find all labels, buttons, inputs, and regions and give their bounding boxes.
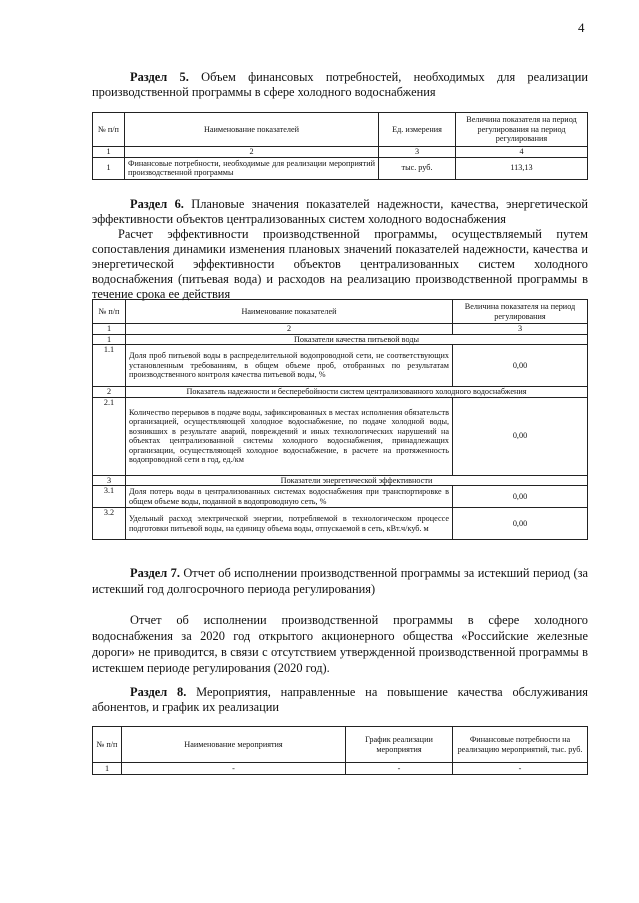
row-unit: тыс. руб. <box>379 157 456 179</box>
section6-table <box>92 299 588 540</box>
section7-title <box>92 565 588 597</box>
col-header-number: № п/п <box>93 113 125 147</box>
row-name: Доля проб питьевой воды в распределительной водопроводной сети, не соответствующих установленным требованиям, в общем объеме проб, отобранных по результатам производственного контроля качества питьевой воды, % <box>126 345 453 387</box>
section6-title <box>92 197 588 227</box>
col-header-value: Величина показателя на период регулирования <box>453 300 588 324</box>
col-header-number: № п/п <box>93 727 122 763</box>
row-name: Удельный расход электрической энергии, потребляемой в технологическом процессе подготовки питьевой воды, на единицу объема воды, отпускаемой в сеть, кВт.ч/куб. м <box>126 508 453 540</box>
row-number: 1.1 <box>93 345 126 387</box>
row-number: 3.1 <box>93 486 126 508</box>
section8-title <box>92 685 588 715</box>
row-value: 113,13 <box>456 157 588 179</box>
row-name: Доля потерь воды в централизованных системах водоснабжения при транспортировке в общем объеме воды, поданной в водопроводную сеть, % <box>126 486 453 508</box>
numbering-cell: 3 <box>379 147 456 158</box>
row-name: Количество перерывов в подаче воды, зафиксированных в местах исполнения обязательств организацией, осуществляющей холодное водоснабжение, по подаче холодной воды, возникших в результате аварий, повреждений и иных технологических нарушений на объектах централизованной системы холодного водоснабжения, принадлежащих организации, осуществляющей холодное водоснабжение, в расчете на протяженность водопроводной сети в год, ед./км <box>126 397 453 475</box>
table-row <box>93 763 588 775</box>
row-number: 1 <box>93 157 125 179</box>
group-number: 2 <box>93 387 126 398</box>
numbering-cell: 1 <box>93 324 126 335</box>
col-header-unit: Ед. измерения <box>379 113 456 147</box>
row-value: 0,00 <box>453 345 588 387</box>
row-value: 0,00 <box>453 508 588 540</box>
row-number: 3.2 <box>93 508 126 540</box>
section7-heading: Раздел 7. <box>130 566 180 580</box>
numbering-cell: 2 <box>125 147 379 158</box>
section5-title <box>92 70 588 100</box>
col-header-name: Наименование мероприятия <box>122 727 346 763</box>
section5-text: Объем финансовых потребностей, необходимых для реализации производственной программы в сфере холодного водоснабжения <box>92 70 588 99</box>
col-header-number: № п/п <box>93 300 126 324</box>
section6-text: Плановые значения показателей надежности, качества, энергетической эффективности объектов централизованных систем холодного водоснабжения <box>92 197 588 226</box>
table-row <box>93 157 588 179</box>
col-header-schedule: График реализации мероприятия <box>346 727 453 763</box>
row-cost: - <box>453 763 588 775</box>
row-number: 1 <box>93 763 122 775</box>
group-title: Показатель надежности и бесперебойности систем централизованного холодного водоснабжения <box>126 387 588 398</box>
section7-text: Отчет об исполнении производственной программы за истекший период (за истекший год долгосрочного периода регулирования) <box>92 566 588 596</box>
col-header-name: Наименование показателей <box>125 113 379 147</box>
group-number: 1 <box>93 334 126 345</box>
table-row <box>93 508 588 540</box>
row-value: 0,00 <box>453 486 588 508</box>
section8-heading: Раздел 8. <box>130 685 187 699</box>
section5-heading: Раздел 5. <box>130 70 189 84</box>
numbering-cell: 4 <box>456 147 588 158</box>
col-header-name: Наименование показателей <box>126 300 453 324</box>
section8-table <box>92 726 588 775</box>
group-number: 3 <box>93 475 126 486</box>
group-title: Показатели энергетической эффективности <box>126 475 588 486</box>
page-number: 4 <box>578 20 585 35</box>
row-name: Финансовые потребности, необходимые для реализации мероприятий производственной программы <box>125 157 379 179</box>
col-header-cost: Финансовые потребности на реализацию мероприятий, тыс. руб. <box>453 727 588 763</box>
row-number: 2.1 <box>93 397 126 475</box>
numbering-cell: 3 <box>453 324 588 335</box>
section6-description: Расчет эффективности производственной программы, осуществляемый путем сопоставления динамики изменения плановых значений показателей надежности, качества и энергетической эффективности объектов централизованных систем холодного водоснабжения (питьевая вода) и расходов на реализацию производственной программы в течение срока ее действия <box>92 227 588 301</box>
numbering-cell: 2 <box>126 324 453 335</box>
col-header-value: Величина показателя на период регулирования на период регулирования <box>456 113 588 147</box>
section8-text: Мероприятия, направленные на повышение качества обслуживания абонентов, и график их реализации <box>92 685 588 714</box>
group-title: Показатели качества питьевой воды <box>126 334 588 345</box>
row-value: 0,00 <box>453 397 588 475</box>
row-schedule: - <box>346 763 453 775</box>
section5-table <box>92 112 588 180</box>
section6-heading: Раздел 6. <box>130 197 184 211</box>
table-row <box>93 486 588 508</box>
numbering-cell: 1 <box>93 147 125 158</box>
section7-description: Отчет об исполнении производственной программы в сфере холодного водоснабжения за 2020 год открытого акционерного общества «Российские железные дороги» не приводится, в связи с отсутствием утвержденной производственной программы в истекшем периоде регулирования (2020 год). <box>92 613 588 675</box>
table-row <box>93 345 588 387</box>
table-row <box>93 397 588 475</box>
row-name: - <box>122 763 346 775</box>
